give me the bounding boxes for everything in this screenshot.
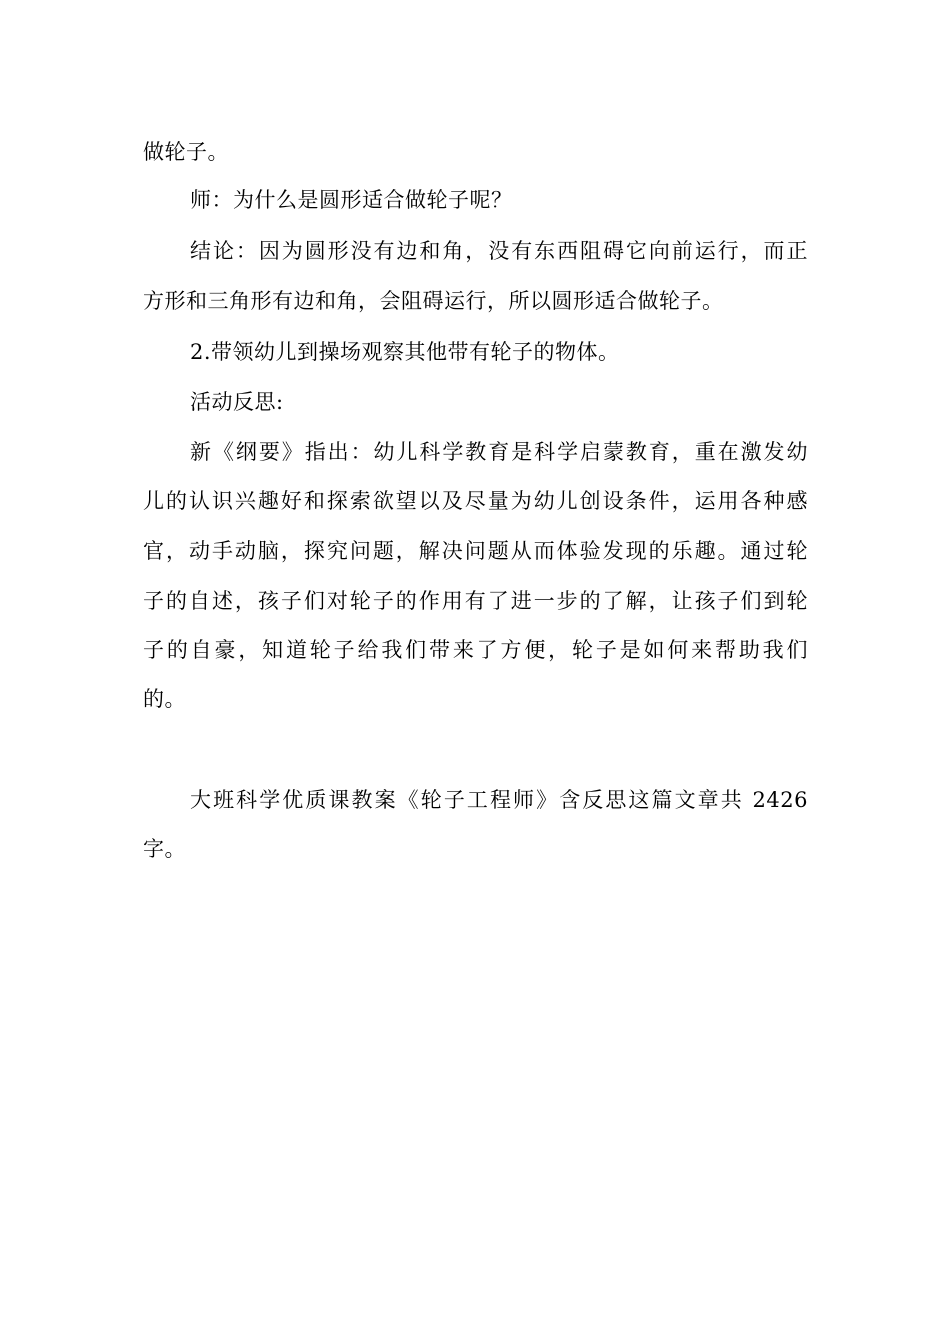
text-line: 活动反思: [190, 390, 284, 414]
text-line: 子的自豪，知道轮子给我们带来了方便，轮子是如何来帮助我们 [143, 638, 808, 662]
text-line: 结论：因为圆形没有边和角，没有东西阻碍它向前运行，而正 [190, 239, 808, 263]
text-line: 方形和三角形有边和角，会阻碍运行，所以圆形适合做轮子。 [143, 289, 724, 313]
text-line: 师：为什么是圆形适合做轮子呢？ [190, 188, 513, 212]
text-line: 新《纲要》指出：幼儿科学教育是科学启蒙教育，重在激发幼 [190, 440, 808, 464]
text-line: 字。 [143, 837, 186, 861]
text-line: 子的自述，孩子们对轮子的作用有了进一步的了解，让孩子们到轮 [143, 589, 808, 613]
text-line: 2.带领幼儿到操场观察其他带有轮子的物体。 [190, 340, 620, 364]
text-line: 儿的认识兴趣好和探索欲望以及尽量为幼儿创设条件，运用各种感 [143, 489, 808, 513]
text-line: 做轮子。 [143, 140, 229, 164]
text-line: 大班科学优质课教案《轮子工程师》含反思这篇文章共 2426 [190, 788, 808, 812]
text-line: 的。 [143, 687, 186, 711]
text-line: 官，动手动脑，探究问题，解决问题从而体验发现的乐趣。通过轮 [143, 539, 808, 563]
